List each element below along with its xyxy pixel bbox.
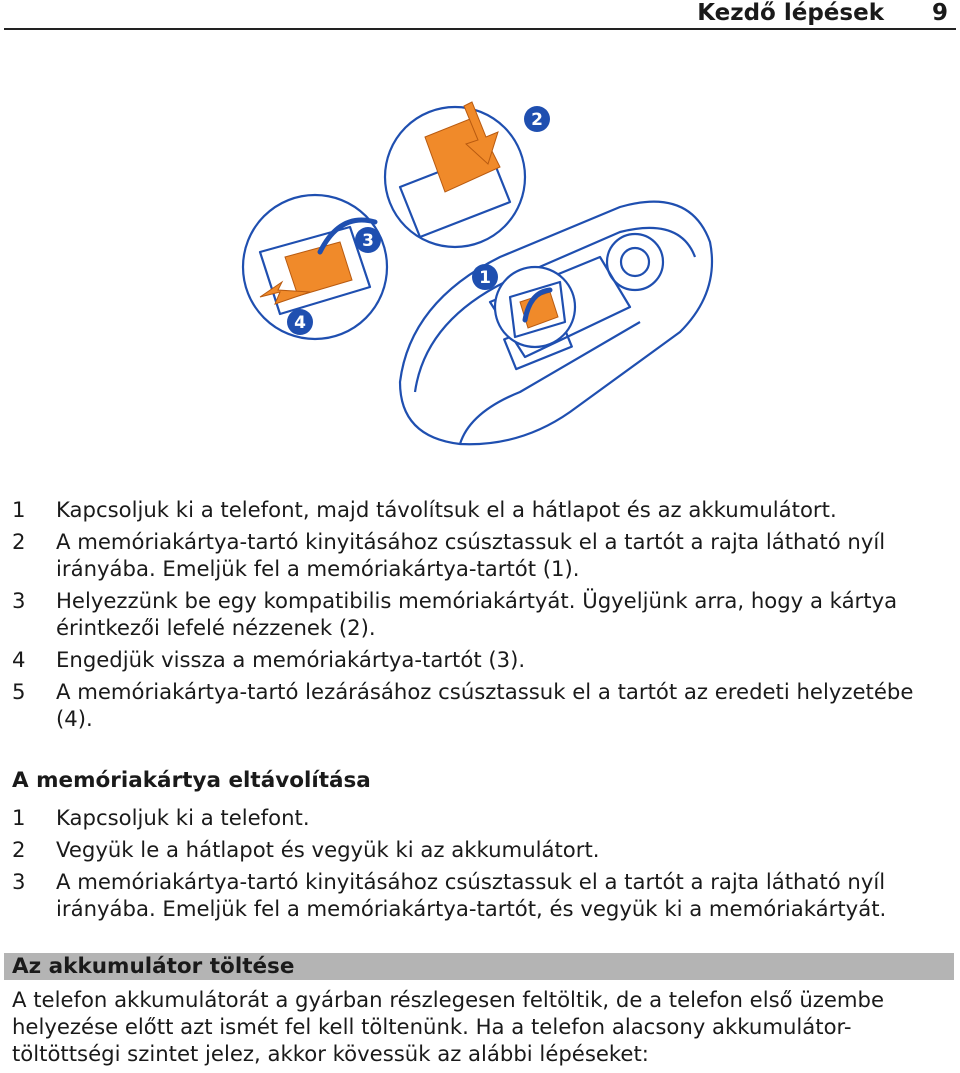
list-item: 4 Engedjük vissza a memóriakártya-tartót (3). (12, 647, 526, 672)
page-number: 9 (931, 0, 948, 26)
callout-label-4: 4 (294, 313, 306, 333)
insert-steps (12, 496, 942, 737)
list-item: 1 Kapcsoljuk ki a telefont, majd távolítsuk el a hátlapot és az akkumulátort. (12, 497, 837, 522)
list-item: 1 Kapcsoljuk ki a telefont. (12, 805, 310, 830)
list-item: 2 Vegyük le a hátlapot és vegyük ki az akkumulátort. (12, 837, 600, 862)
remove-steps (12, 804, 942, 927)
memory-card-illustration (240, 92, 720, 457)
list-item: 3 A memóriakártya-tartó kinyitásához csúsztassuk el a tartót a rajta látható nyíl irányába. Emeljük fel a memóriakártya-tartót, és vegyük ki a memóriakártyát. (12, 869, 887, 921)
list-item: 5 A memóriakártya-tartó lezárásához csúsztassuk el a tartót az eredeti helyzetébe (4). (12, 679, 914, 731)
list-item: 3 Helyezzünk be egy kompatibilis memóriakártyát. Ügyeljünk arra, hogy a kártya érintkezői lefelé nézzenek (2). (12, 588, 898, 640)
section-title: Kezdő lépések (697, 0, 884, 26)
callout-label-3: 3 (362, 231, 374, 251)
page-header (4, 0, 956, 30)
remove-section-title: A memóriakártya eltávolítása (12, 768, 371, 793)
charge-section-band (4, 953, 954, 980)
callout-label-1: 1 (479, 268, 491, 288)
list-item: 2 A memóriakártya-tartó kinyitásához csúsztassuk el a tartót a rajta látható nyíl irányába. Emeljük fel a memóriakártya-tartót (1). (12, 529, 886, 581)
callout-label-2: 2 (531, 110, 543, 130)
charge-section-title: Az akkumulátor töltése (12, 954, 295, 979)
charge-paragraph: A telefon akkumulátorát a gyárban részlegesen feltöltik, de a telefon első üzembe helyezése előtt azt ismét fel kell töltenünk. Ha a telefon alacsony akkumulátor-töltöttségi szintet jelez, akkor kövessük az alábbi lépéseket: (12, 987, 885, 1066)
